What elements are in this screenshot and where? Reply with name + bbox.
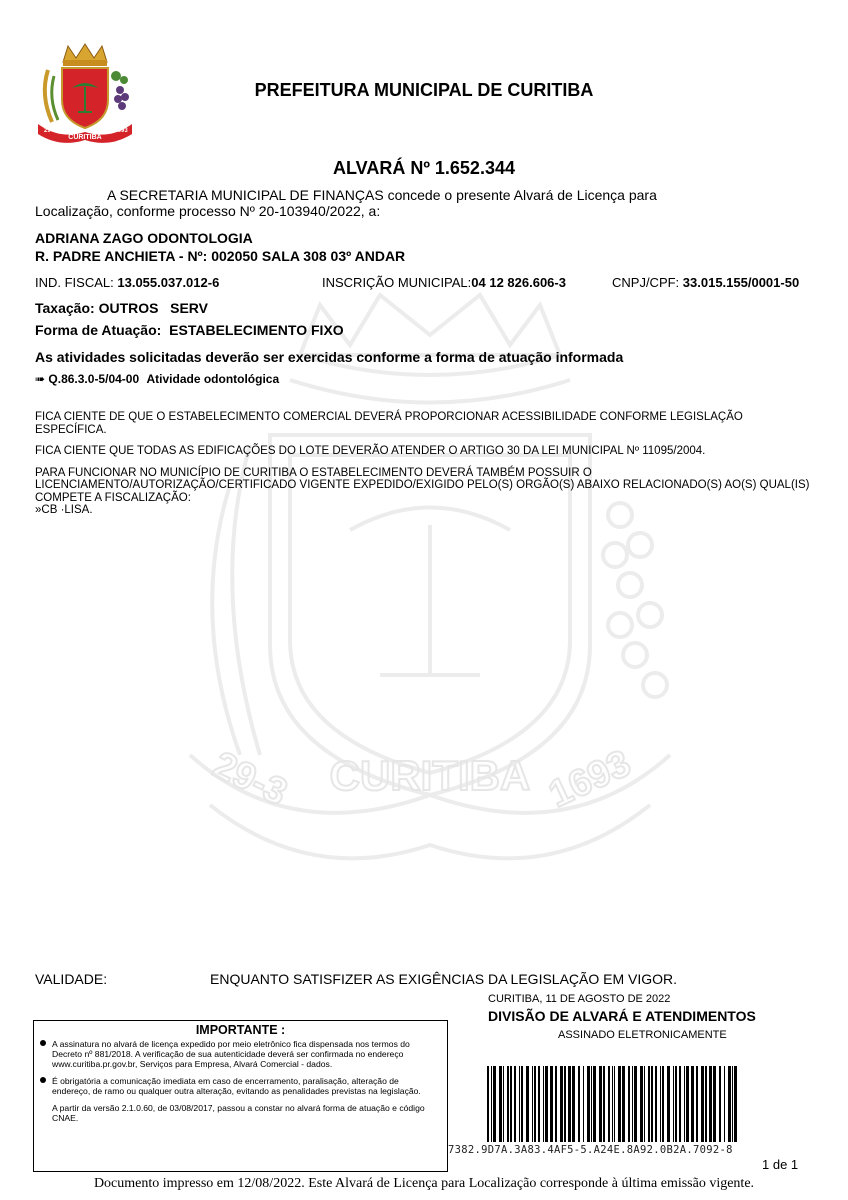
activity-item xyxy=(35,372,279,386)
barcode-bar xyxy=(603,1066,605,1142)
importante-item-text: A assinatura no alvará de licença expedido por meio eletrônico fica dispensada nos termos do Decreto nº 881/2018. A verificação de sua autenticidade deverá ser confirmada no endereço www.curitiba.pr.gov.br, Serviços para Empresa, Alvará Comercial - dados. xyxy=(52,1039,410,1069)
barcode-bar xyxy=(587,1066,590,1142)
barcode-bar xyxy=(648,1066,650,1142)
barcode-bar xyxy=(713,1066,716,1142)
division-name: DIVISÃO DE ALVARÁ E ATENDIMENTOS xyxy=(488,1008,756,1024)
barcode-bar xyxy=(705,1066,707,1142)
footer-note: Documento impresso em 12/08/2022. Este Alvará de Licença para Localização corresponde à última emissão vigente. xyxy=(93,1176,755,1191)
crest-ribbon-right: 1693 xyxy=(114,128,128,134)
barcode-bar xyxy=(503,1066,504,1142)
ind-fiscal-label: IND. FISCAL: xyxy=(35,275,114,290)
barcode-bar xyxy=(521,1066,523,1142)
barcode-bar xyxy=(662,1066,664,1142)
barcode-bar xyxy=(691,1066,694,1142)
importante-title: IMPORTANTE : xyxy=(195,1023,286,1037)
inscricao-municipal xyxy=(322,275,566,290)
barcode-bar xyxy=(732,1066,733,1142)
barcode-bar xyxy=(534,1066,536,1142)
barcode-bar xyxy=(578,1066,580,1142)
watermark-left-text: 29-3 xyxy=(206,744,294,815)
barcode-bar xyxy=(555,1066,557,1142)
notice-edificacoes: FICA CIENTE QUE TODAS AS EDIFICAÇÕES DO LOTE DEVERÃO ATENDER O ARTIGO 30 DA LEI MUNICIPAL Nº 11095/2004. xyxy=(35,445,706,457)
barcode-bar xyxy=(684,1066,685,1142)
barcode-bar xyxy=(686,1066,689,1142)
validade-text: ENQUANTO SATISFIZER AS EXIGÊNCIAS DA LEGISLAÇÃO EM VIGOR. xyxy=(210,971,678,987)
inscricao-label: INSCRIÇÃO MUNICIPAL: xyxy=(322,275,472,290)
barcode-bar xyxy=(550,1066,553,1142)
barcode-bar xyxy=(634,1066,637,1142)
bullet-icon xyxy=(40,1077,46,1083)
barcode-bar xyxy=(608,1066,610,1142)
importante-item-text: É obrigatória a comunicação imediata em caso de encerramento, paralisação, alteração de endereço, de ramo ou qualquer outra alteração, evitando as penalidades previstas na legislação. xyxy=(52,1076,421,1096)
inscricao-value: 04 12 826.606-3 xyxy=(471,275,566,290)
barcode-bar xyxy=(660,1066,661,1142)
barcode xyxy=(487,1066,740,1142)
notices xyxy=(35,411,815,517)
importante-item xyxy=(34,1076,447,1096)
alvara-number: ALVARÁ Nº 1.652.344 xyxy=(333,158,515,178)
barcode-bar xyxy=(487,1066,489,1142)
importante-box xyxy=(33,1020,448,1172)
bullet-icon xyxy=(40,1040,46,1046)
barcode-bar xyxy=(591,1066,592,1142)
taxacao-label: Taxação: xyxy=(35,300,95,316)
watermark-right-text: 1693 xyxy=(542,742,638,817)
page-count: 1 de 1 xyxy=(762,1157,799,1172)
barcode-bar xyxy=(709,1066,712,1142)
activity-code: Q.86.3.0-5/04-00 xyxy=(48,372,140,386)
cnpj-label: CNPJ/CPF: xyxy=(612,275,680,290)
barcode-bar xyxy=(651,1066,653,1142)
barcode-bar xyxy=(599,1066,602,1142)
barcode-bar xyxy=(628,1066,630,1142)
agencies-list: »CB ·LISA. xyxy=(35,504,93,516)
barcode-bar xyxy=(560,1066,563,1142)
barcode-bar xyxy=(667,1066,670,1142)
barcode-bar xyxy=(701,1066,704,1142)
cnpj-value: 33.015.155/0001-50 xyxy=(682,275,800,290)
intro-line-2: Localização, conforme processo Nº 20-103940/2022, a: xyxy=(35,203,381,219)
crest-ribbon-left: 29-3 xyxy=(43,128,57,134)
validade-label: VALIDADE: xyxy=(35,971,108,987)
barcode-bar xyxy=(538,1066,540,1142)
barcode-bar xyxy=(545,1066,548,1142)
barcode-bar xyxy=(510,1066,512,1142)
barcode-bar xyxy=(640,1066,643,1142)
barcode-bar xyxy=(564,1066,566,1142)
arrow-icon: ➠ xyxy=(35,372,46,386)
signed-electronically: ASSINADO ELETRONICAMENTE xyxy=(558,1029,727,1041)
barcode-bar xyxy=(614,1066,615,1142)
intro-paragraph xyxy=(35,187,815,219)
barcode-bar xyxy=(568,1066,571,1142)
barcode-bar xyxy=(499,1066,502,1142)
notice-accessibility: FICA CIENTE DE QUE O ESTABELECIMENTO COMERCIAL DEVERÁ PROPORCIONAR ACESSIBILIDADE CONFORME LEGISLAÇÃO ESPECÍFICA. xyxy=(35,411,743,436)
barcode-bar xyxy=(675,1066,677,1142)
watermark-city-text: CURITIBA xyxy=(329,752,531,799)
barcode-bar xyxy=(519,1066,520,1142)
barcode-bar xyxy=(532,1066,533,1142)
barcode-bar xyxy=(526,1066,529,1142)
barcode-bar xyxy=(673,1066,674,1142)
barcode-bar xyxy=(583,1066,584,1142)
notice-licenciamento: PARA FUNCIONAR NO MUNICÍPIO DE CURITIBA O ESTABELECIMENTO DEVERÁ TAMBÉM POSSUIR O LICENCIAMENTO/AUTORIZAÇÃO/CERTIFICADO VIGENTE EXPEDIDO/EXIGIDO PELO(S) ORGÃO(S) ABAIXO RELACIONADO(S) AO(S) QUAL(IS) COMPETE A FISCALIZAÇÃO: xyxy=(35,466,810,504)
barcode-bar xyxy=(491,1066,492,1142)
ind-fiscal xyxy=(35,275,219,290)
barcode-number: 7382.9D7A.3A83.4AF5-5.A24E.8A92.0B2A.7092-8 xyxy=(448,1144,733,1156)
barcode-bar xyxy=(734,1066,737,1142)
barcode-bar xyxy=(679,1066,681,1142)
intro-line-1: A SECRETARIA MUNICIPAL DE FINANÇAS concede o presente Alvará de Licença para xyxy=(107,187,657,203)
barcode-bar xyxy=(719,1066,721,1142)
barcode-bar xyxy=(543,1066,544,1142)
barcode-bar xyxy=(632,1066,633,1142)
page-title: PREFEITURA MUNICIPAL DE CURITIBA xyxy=(254,80,594,100)
importante-extra-note: A partir da versão 2.1.0.60, de 03/08/2017, passou a constar no alvará forma de atuação e código CNAE. xyxy=(52,1103,425,1123)
barcode-bar xyxy=(644,1066,645,1142)
barcode-bar xyxy=(655,1066,657,1142)
company-address: R. PADRE ANCHIETA - Nº: 002050 SALA 308 03º ANDAR xyxy=(35,248,406,264)
barcode-bar xyxy=(724,1066,725,1142)
ind-fiscal-value: 13.055.037.012-6 xyxy=(117,275,220,290)
barcode-bar xyxy=(696,1066,698,1142)
taxacao-line xyxy=(35,300,208,316)
barcode-bar xyxy=(622,1066,625,1142)
company-block xyxy=(35,229,405,265)
barcode-bar xyxy=(514,1066,516,1142)
importante-item xyxy=(34,1039,447,1069)
taxacao-value: OUTROS SERV xyxy=(98,300,208,316)
company-name: ADRIANA ZAGO ODONTOLOGIA xyxy=(35,230,253,246)
barcode-bar xyxy=(572,1066,575,1142)
barcode-bar xyxy=(618,1066,621,1142)
crest-ribbon-text: CURITIBA xyxy=(68,134,102,141)
forma-value: ESTABELECIMENTO FIXO xyxy=(169,322,344,338)
atividades-heading: As atividades solicitadas deverão ser exercidas conforme a forma de atuação informada xyxy=(35,349,624,365)
barcode-bar xyxy=(612,1066,613,1142)
cnpj-cpf xyxy=(612,275,799,290)
forma-label: Forma de Atuação: xyxy=(35,322,162,338)
activity-description: Atividade odontológica xyxy=(146,372,280,386)
barcode-bar xyxy=(493,1066,496,1142)
barcode-bar xyxy=(593,1066,596,1142)
barcode-bar xyxy=(728,1066,731,1142)
forma-atuacao-line xyxy=(35,322,344,338)
barcode-bar xyxy=(507,1066,509,1142)
issue-date: CURITIBA, 11 DE AGOSTO DE 2022 xyxy=(488,993,671,1005)
